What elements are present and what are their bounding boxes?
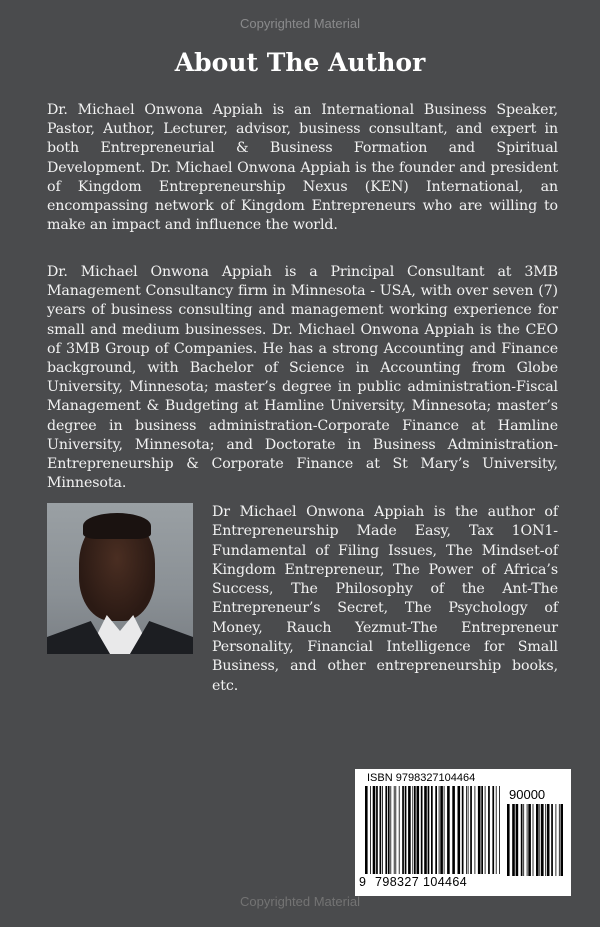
page-title: About The Author <box>174 48 426 77</box>
barcode-bars-price <box>507 804 563 876</box>
bio-paragraph-1: Dr. Michael Onwona Appiah is an International Business Speaker, Pastor, Author, Lecturer, advisor, business consultant, and expert in both Entrepreneurial & Business Formation and Spiritual Development. Dr. Michael Onwona Appiah is the founder and president of Kingdom Entrepreneurship Nexus (KEN) International, an encompassing network of Kingdom Entrepreneurs who are willing to make an impact and influence the world. <box>47 102 558 234</box>
author-photo <box>47 503 193 654</box>
isbn-label: ISBN 9798327104464 <box>367 772 476 784</box>
isbn-digit-first: 9 <box>359 875 367 889</box>
bio-paragraph-2: Dr. Michael Onwona Appiah is a Principal Consultant at 3MB Management Consultancy firm in Minnesota - USA, with over seven (7) years of business consulting and management working experience for small and medium businesses. Dr. Michael Onwona Appiah is the CEO of 3MB Group of Companies. He has a strong Accounting and Finance background, with Bachelor of Science in Accounting from Globe University, Minnesota; master’s degree in public administration-Fiscal Management & Budgeting at Hamline University, Minnesota; master’s degree in business administration-Corporate Finance at Hamline University, Minnesota; and Doctorate in Business Administration-Entrepreneurship & Corporate Finance at St Mary’s University, Minnesota. <box>47 264 558 492</box>
barcode-bars-main <box>365 786 500 874</box>
isbn-digits-rest: 798327 104464 <box>375 875 468 889</box>
watermark-bottom: Copyrighted Material <box>240 894 360 909</box>
bio-paragraph-3: Dr Michael Onwona Appiah is the author of Entrepreneurship Made Easy, Tax 1ON1-Fundamental of Filing Issues, The Mindset-of Kingdom Entrepreneur, The Power of Africa’s Success, The Philosophy of the Ant-The Entrepreneur’s Secret, The Psychology of Money, Rauch Yezmut-The Entrepreneur Personality, Financial Intelligence for Small Business, and other entrepreneurship books, etc. <box>212 504 558 694</box>
price-code: 90000 <box>509 787 546 802</box>
watermark-top: Copyrighted Material <box>240 16 360 31</box>
isbn-barcode <box>355 769 571 896</box>
